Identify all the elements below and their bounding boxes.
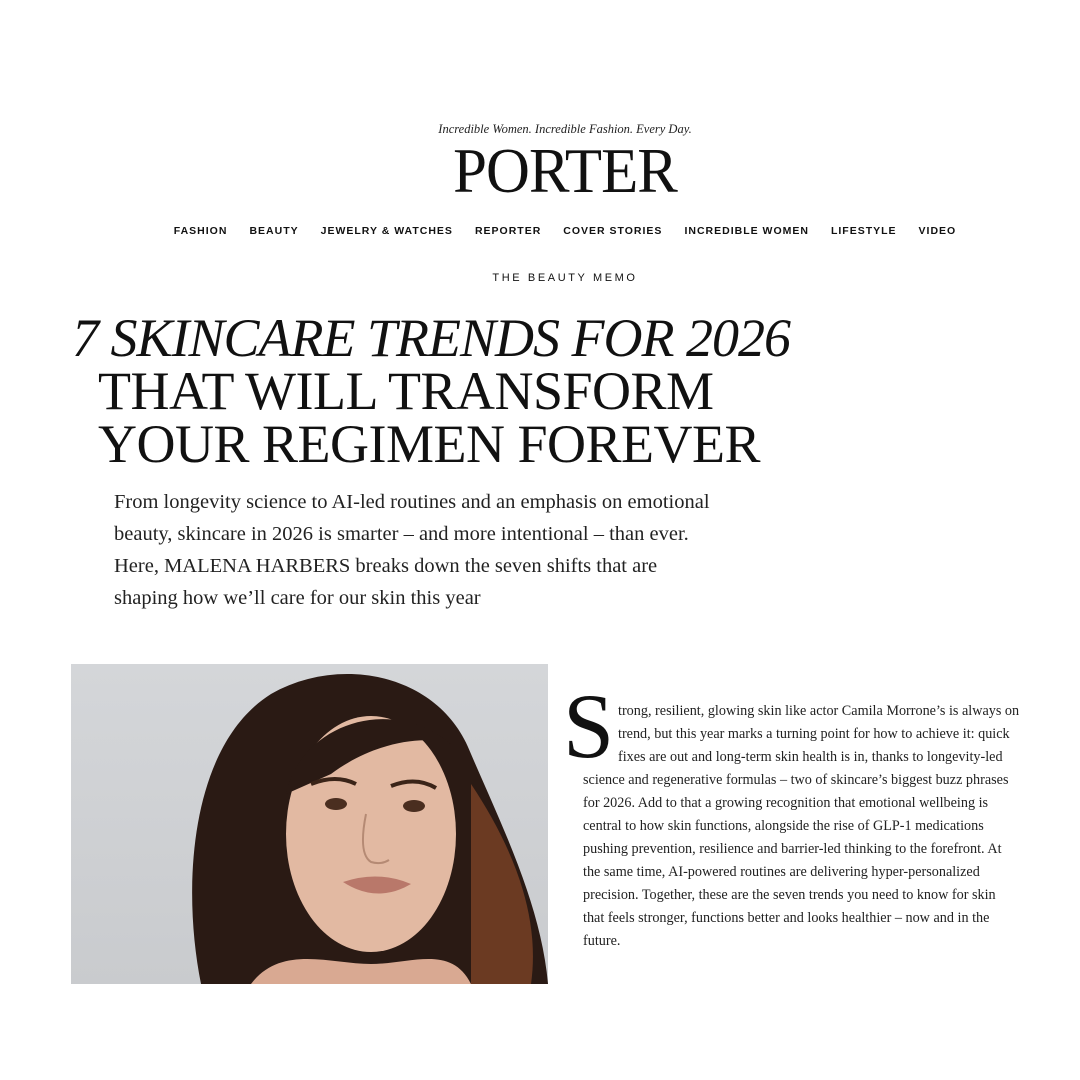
nav-incredible-women[interactable]: INCREDIBLE WOMEN bbox=[684, 225, 809, 237]
site-tagline: Incredible Women. Incredible Fashion. Every Day. bbox=[438, 122, 692, 136]
main-nav bbox=[0, 225, 1080, 237]
deck-line: shaping how we’ll care for our skin this year bbox=[114, 587, 481, 609]
nav-beauty[interactable]: BEAUTY bbox=[249, 225, 299, 237]
nav-reporter[interactable]: REPORTER bbox=[474, 225, 542, 237]
headline-line-3: YOUR REGIMEN FOREVER bbox=[98, 414, 761, 474]
body-line: fixes are out and long-term skin health is in, thanks to longevity-led bbox=[618, 749, 1003, 765]
headline-line-1: 7 SKINCARE TRENDS FOR 2026 bbox=[72, 308, 790, 368]
body-line: for 2026. Add to that a growing recognition that emotional wellbeing is bbox=[583, 795, 989, 811]
article-headline bbox=[72, 308, 790, 474]
nav-fashion[interactable]: FASHION bbox=[173, 225, 228, 237]
body-line: that feels stronger, functions better and looks healthier – now and in the bbox=[583, 910, 990, 926]
article-deck bbox=[114, 486, 710, 614]
article-hero-photo bbox=[71, 664, 548, 984]
portrait-image bbox=[71, 664, 548, 984]
body-line: future. bbox=[583, 933, 621, 949]
body-line: trend, but this year marks a turning point for how to achieve it: quick bbox=[618, 726, 1010, 742]
deck-line: beauty, skincare in 2026 is smarter – and more intentional – than ever. bbox=[114, 523, 689, 545]
body-line: the same time, AI-powered routines are delivering hyper-personalized bbox=[583, 864, 980, 880]
article-kicker[interactable]: THE BEAUTY MEMO bbox=[492, 272, 638, 284]
body-line: science and regenerative formulas – two of skincare’s biggest buzz phrases bbox=[583, 772, 1009, 788]
drop-cap: S bbox=[563, 675, 615, 777]
body-line: pushing prevention, resilience and barrier-led thinking to the forefront. At bbox=[583, 841, 1002, 857]
nav-cover-stories[interactable]: COVER STORIES bbox=[563, 225, 663, 237]
porter-logo[interactable]: PORTER bbox=[453, 135, 677, 206]
nav-video[interactable]: VIDEO bbox=[918, 225, 957, 237]
deck-line: Here, MALENA HARBERS breaks down the seven shifts that are bbox=[114, 555, 658, 577]
body-line: central to how skin functions, alongside the rise of GLP-1 medications bbox=[583, 818, 984, 834]
nav-lifestyle[interactable]: LIFESTYLE bbox=[830, 225, 897, 237]
body-line: precision. Together, these are the seven trends you need to know for skin bbox=[583, 887, 996, 903]
deck-line: From longevity science to AI-led routines and an emphasis on emotional bbox=[114, 491, 710, 513]
nav-jewelry-watches[interactable]: JEWELRY & WATCHES bbox=[320, 225, 453, 237]
body-line: trong, resilient, glowing skin like actor Camila Morrone’s is always on bbox=[618, 703, 1020, 719]
headline-line-2: THAT WILL TRANSFORM bbox=[98, 361, 714, 421]
article-body bbox=[583, 700, 1058, 953]
